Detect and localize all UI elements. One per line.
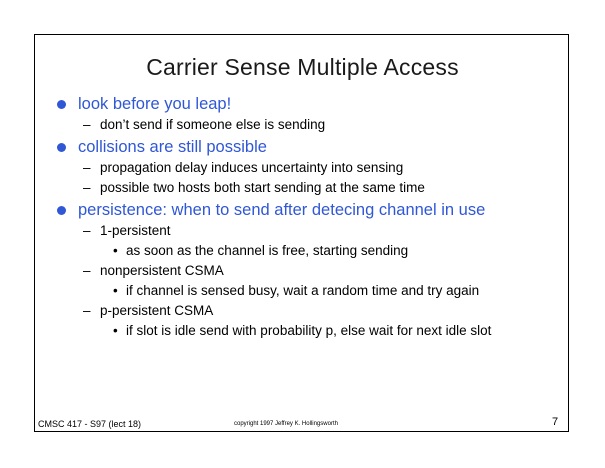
bullet-dot-icon xyxy=(57,100,66,109)
sub-bullet-text: don’t send if someone else is sending xyxy=(100,117,326,132)
bullet-item xyxy=(56,137,556,158)
dash-icon: – xyxy=(83,117,91,132)
dash-icon: – xyxy=(83,303,91,318)
dash-icon: – xyxy=(83,223,91,238)
dash-icon: – xyxy=(83,263,91,278)
sub-bullet-item xyxy=(56,301,556,321)
sub-sub-bullet-text: if channel is sensed busy, wait a random time and try again xyxy=(126,283,480,298)
bullet-list xyxy=(56,92,556,341)
sub-sub-bullet-item xyxy=(56,241,556,261)
sub-bullet-item xyxy=(56,158,556,178)
bullet-item xyxy=(56,94,556,115)
bullet-text: look before you leap! xyxy=(78,95,232,113)
sub-bullet-item xyxy=(56,115,556,135)
sub-bullet-text: nonpersistent CSMA xyxy=(100,263,224,278)
sub-bullet-text: possible two hosts both start sending at the same time xyxy=(100,180,425,195)
sub-sub-bullet-text: as soon as the channel is free, starting sending xyxy=(126,243,409,258)
page-number: 7 xyxy=(552,416,559,428)
dash-icon: – xyxy=(83,180,91,195)
sub-bullet-group xyxy=(56,221,556,341)
small-bullet-icon: • xyxy=(113,283,118,298)
small-bullet-icon: • xyxy=(113,323,118,338)
slide-title: Carrier Sense Multiple Access xyxy=(146,54,459,80)
sub-sub-bullet-text: if slot is idle send with probability p, else wait for next idle slot xyxy=(126,323,492,338)
sub-bullet-group xyxy=(56,115,556,135)
footer-copyright: copyright 1997 Jeffrey K. Hollingsworth xyxy=(234,421,338,427)
sub-bullet-group xyxy=(56,158,556,198)
bullet-text: persistence: when to send after detecing channel in use xyxy=(78,201,486,219)
sub-bullet-item xyxy=(56,261,556,281)
sub-bullet-text: p-persistent CSMA xyxy=(100,303,214,318)
sub-sub-bullet-item xyxy=(56,281,556,301)
sub-bullet-item xyxy=(56,178,556,198)
footer-course: CMSC 417 - S97 (lect 18) xyxy=(38,419,142,429)
bullet-dot-icon xyxy=(57,206,66,215)
sub-sub-bullet-item xyxy=(56,321,556,341)
sub-bullet-item xyxy=(56,221,556,241)
small-bullet-icon: • xyxy=(113,243,118,258)
sub-bullet-text: 1-persistent xyxy=(100,223,171,238)
sub-bullet-text: propagation delay induces uncertainty into sensing xyxy=(100,160,404,175)
bullet-text: collisions are still possible xyxy=(78,138,267,156)
dash-icon: – xyxy=(83,160,91,175)
bullet-dot-icon xyxy=(57,143,66,152)
bullet-item xyxy=(56,200,556,221)
